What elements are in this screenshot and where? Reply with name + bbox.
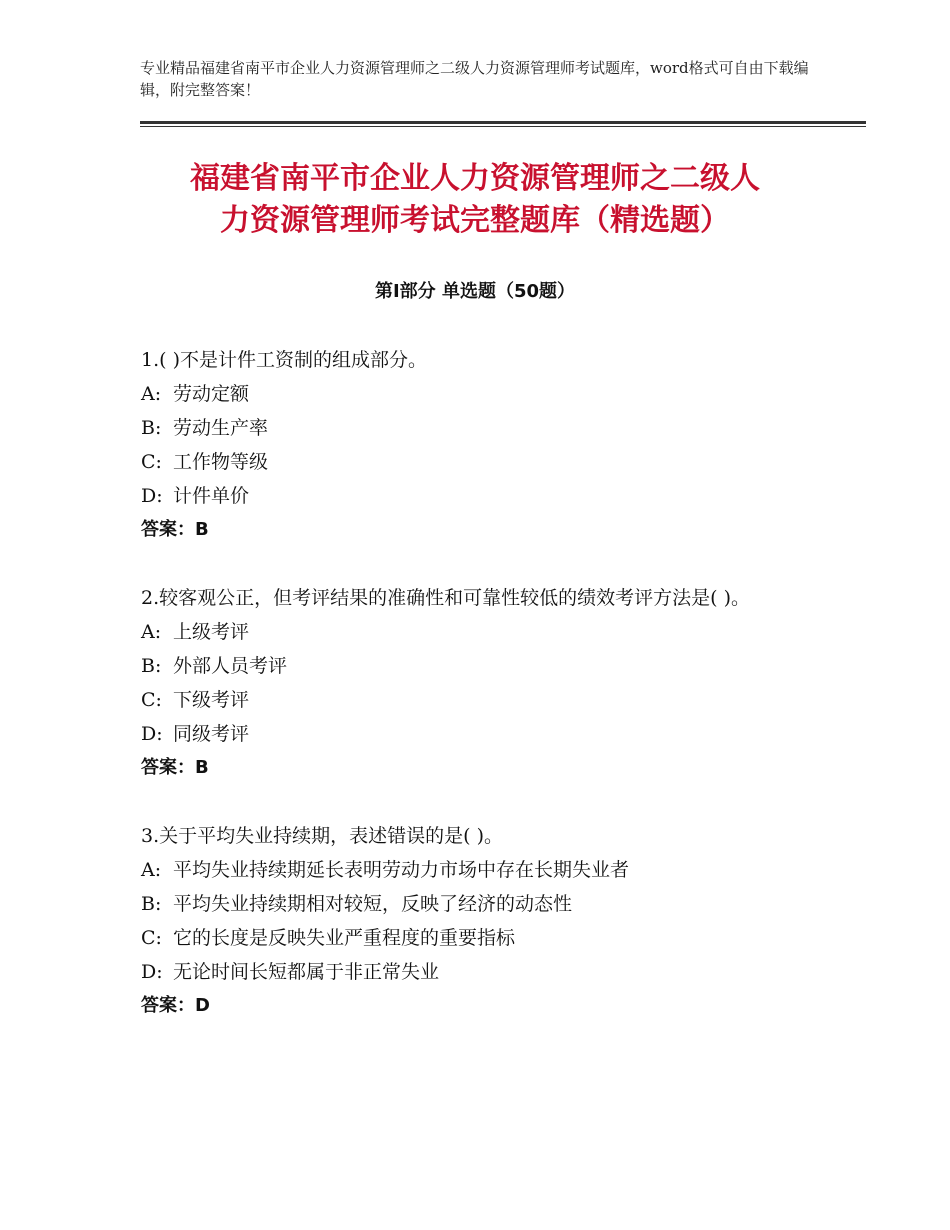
answer-line: 答案：B xyxy=(141,757,209,778)
document-title-line-2: 力资源管理师考试完整题库（精选题） xyxy=(220,203,730,238)
option-d xyxy=(141,955,841,989)
question-stem: 3.关于平均失业持续期，表述错误的是( )。 xyxy=(141,825,503,847)
option-text: 上级考评 xyxy=(173,621,250,643)
option-letter: B: xyxy=(141,893,162,915)
option-a xyxy=(141,853,841,887)
option-letter: A: xyxy=(141,621,162,643)
option-text: 平均失业持续期相对较短，反映了经济的动态性 xyxy=(173,893,573,915)
option-text: 下级考评 xyxy=(173,689,250,711)
option-c xyxy=(141,683,841,717)
header-rule-thick xyxy=(140,121,866,124)
answer-line: 答案：B xyxy=(141,519,209,540)
option-letter: A: xyxy=(141,383,162,405)
option-text: 劳动生产率 xyxy=(173,417,269,439)
option-text: 工作物等级 xyxy=(173,451,269,473)
question-1 xyxy=(141,343,841,547)
header-rule-thin xyxy=(140,126,866,127)
option-b xyxy=(141,411,841,445)
option-a xyxy=(141,615,841,649)
page-header-text: 专业精品福建省南平市企业人力资源管理师之二级人力资源管理师考试题库，word格式可自由下载编辑，附完整答案！ xyxy=(140,59,809,99)
option-c xyxy=(141,445,841,479)
option-text: 计件单价 xyxy=(173,485,250,507)
option-b xyxy=(141,887,841,921)
option-b xyxy=(141,649,841,683)
option-text: 平均失业持续期延长表明劳动力市场中存在长期失业者 xyxy=(173,859,630,881)
document-title-line-1: 福建省南平市企业人力资源管理师之二级人 xyxy=(190,161,760,196)
question-3 xyxy=(141,819,841,1023)
option-text: 劳动定额 xyxy=(173,383,250,405)
answer-line: 答案：D xyxy=(141,995,210,1016)
option-letter: A: xyxy=(141,859,162,881)
option-letter: C: xyxy=(141,689,162,711)
question-list xyxy=(141,343,841,1057)
option-letter: D: xyxy=(141,961,163,983)
option-letter: D: xyxy=(141,723,163,745)
section-title: 第Ⅰ部分 单选题（50题） xyxy=(374,281,575,302)
option-c xyxy=(141,921,841,955)
option-letter: B: xyxy=(141,655,162,677)
option-text: 同级考评 xyxy=(173,723,250,745)
option-letter: C: xyxy=(141,927,162,949)
option-text: 外部人员考评 xyxy=(173,655,288,677)
option-text: 无论时间长短都属于非正常失业 xyxy=(173,961,440,983)
option-a xyxy=(141,377,841,411)
option-text: 它的长度是反映失业严重程度的重要指标 xyxy=(173,927,516,949)
question-stem: 2.较客观公正，但考评结果的准确性和可靠性较低的绩效考评方法是( )。 xyxy=(141,587,750,609)
option-d xyxy=(141,717,841,751)
option-letter: B: xyxy=(141,417,162,439)
question-stem: 1.( )不是计件工资制的组成部分。 xyxy=(141,349,427,371)
option-d xyxy=(141,479,841,513)
question-2 xyxy=(141,581,841,785)
option-letter: D: xyxy=(141,485,163,507)
document-title xyxy=(100,158,850,242)
option-letter: C: xyxy=(141,451,162,473)
